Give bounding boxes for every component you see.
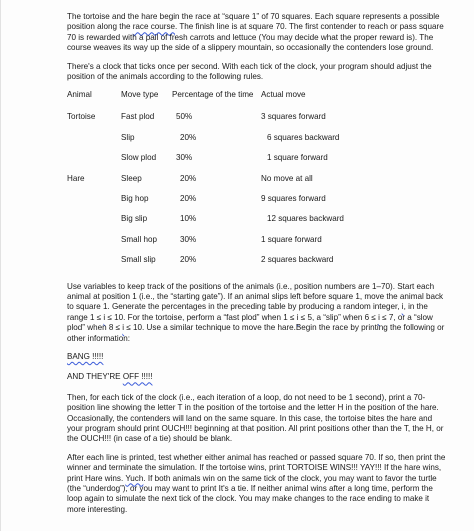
table-cell: Slip — [121, 132, 135, 142]
table-cell-value: 50% — [176, 112, 193, 122]
table-cell — [172, 255, 261, 275]
table-cell-value: 20% — [180, 132, 197, 142]
table-cell — [67, 214, 121, 234]
table-cell-value: 20% — [180, 255, 197, 265]
table-header-row — [67, 90, 344, 112]
winner-text: . If both animals win on the same tick of the clock, you may want to favor the turtle (the “underdog”), or you may want to print It's a tie. If neither animal wins after a long time, perform the loop again to simulate the next tick of the clock. You may make changes to the race ending to make it more interesting. — [67, 473, 437, 514]
table-row — [67, 255, 344, 275]
table-cell: No move at all — [261, 173, 313, 183]
table-cell: 1 square forward — [261, 234, 322, 244]
table-cell: Big hop — [121, 194, 149, 203]
table-cell: Big slip — [121, 214, 148, 224]
table-cell — [67, 255, 121, 275]
table-cell — [261, 214, 344, 234]
clock-paragraph: There's a clock that ticks once per second. With each tick of the clock, your program should adjust the position of the animals according to the following rules. — [67, 61, 432, 82]
table-cell-value: 1 square forward — [267, 153, 328, 163]
table-row — [67, 194, 344, 214]
table-row — [67, 214, 344, 234]
table-row — [67, 133, 344, 153]
table-cell: 9 squares forward — [261, 194, 326, 203]
table-row — [67, 174, 344, 194]
variables-text: ≤ 7, or a “slow plod” when 8 ≤ — [67, 312, 433, 333]
table-cell — [261, 153, 344, 173]
winner-text: After each line is printed, test whether either animal has reached or passed square 70. If so, then print the winner and terminate the simulation. If the tortoise wins, print TORTOISE WINS!!! YAY!!! If the hare wins, print Hare wins. — [67, 452, 446, 483]
table-cell-value: 20% — [180, 194, 197, 203]
spellcheck-flag: Yuch — [125, 473, 144, 483]
table-cell — [172, 235, 261, 255]
table-cell: Small slip — [121, 255, 156, 265]
header-percentage: Percentage of the time — [172, 90, 254, 100]
table-cell: 3 squares forward — [261, 112, 326, 122]
table-cell: Tortoise — [67, 112, 96, 122]
table-cell — [172, 214, 261, 234]
off-text: AND THEY'RE — [67, 372, 123, 382]
table-cell-value: 10% — [180, 214, 197, 224]
table-cell — [172, 133, 261, 153]
winner-paragraph — [67, 453, 448, 515]
table-cell-value: 12 squares backward — [267, 214, 344, 224]
intro-text: . The finish line is at square 70. The first contender to reach or pass square 70 is rewarded with a pail of fresh carrots and lettuce (You may decide what the proper reward is). The course weaves its way up the side of a slippery mountain, so occasionally the contenders lose ground. — [67, 22, 444, 53]
spellcheck-flag: i — [296, 312, 299, 322]
spellcheck-flag: BANG !!!!! — [67, 352, 104, 361]
variables-text: ≤ 5, a “slip” when 6 ≤ — [298, 312, 379, 322]
table-row — [67, 112, 344, 132]
table-cell-value: 20% — [180, 173, 197, 183]
table-cell — [172, 153, 261, 173]
header-actual-move: Actual move — [261, 90, 306, 100]
variables-paragraph — [67, 282, 448, 344]
table-cell — [172, 112, 261, 132]
table-cell: 2 squares backward — [261, 255, 334, 265]
spellcheck-flag: i — [103, 312, 106, 322]
table-cell: Hare — [67, 173, 85, 183]
table-cell: Sleep — [121, 173, 142, 183]
tick-paragraph: Then, for each tick of the clock (i.e., each iteration of a loop, do not need to be 1 second), print a 70-position line showing the letter T in the position of the tortoise and the letter H in the position of the hare. Occasionally, the contenders will land on the same square. In this case, the tortoise bites the hare and your program should print OUCH!!! beginning at that position. All print positions other than the T, the H, or the OUCH!!! (in case of a tie) should be blank. — [67, 392, 444, 444]
header-move-type: Move type — [121, 90, 159, 100]
spellcheck-flag: i — [378, 312, 380, 322]
header-animal: Animal — [67, 90, 92, 100]
table-row — [67, 153, 344, 173]
table-cell — [172, 174, 261, 194]
table-cell — [172, 194, 261, 214]
spellcheck-flag: race course — [132, 22, 175, 32]
variables-text: Use variables to keep track of the positions of the animals (i.e., position numbers are 1–70). Start each animal at position 1 (i.e., the “starting gate”). If an animal slips left before square 1, move the animal back to square 1. Generate the percentages in the preceding table by producing a random integer, — [67, 281, 444, 312]
table-cell — [67, 133, 121, 153]
off-line — [67, 372, 448, 382]
table-cell — [67, 194, 121, 214]
table-cell — [67, 153, 121, 173]
table-cell-value: 30% — [180, 234, 197, 244]
table-cell — [261, 133, 344, 153]
table-cell: Small hop — [121, 234, 157, 244]
table-cell-value: 6 squares backward — [267, 132, 340, 142]
intro-text: The tortoise and the hare begin the race at “square 1” of 70 squares. Each square represents a possible position along the — [67, 12, 440, 32]
intro-paragraph — [67, 12, 448, 54]
spellcheck-flag: i — [122, 323, 125, 333]
variables-text: , in the range 1 ≤ — [67, 302, 428, 322]
table-cell: Fast plod — [121, 112, 155, 122]
table-cell: Slow plod — [121, 153, 157, 163]
spellcheck-flag: OFF !!!!! — [122, 372, 153, 382]
variables-text: ≤ 10. For the tortoise, perform a “fast plod” when 1 ≤ — [105, 312, 297, 322]
table-cell — [67, 235, 121, 255]
table-cell-value: 30% — [176, 153, 193, 163]
movement-table — [67, 90, 344, 275]
bang-line — [67, 352, 448, 362]
variables-text: ≤ 10. Use a similar technique to move the hare.Begin the race by printing the following or other information: — [67, 323, 445, 343]
spellcheck-flag: i — [401, 302, 404, 312]
table-row — [67, 235, 344, 255]
